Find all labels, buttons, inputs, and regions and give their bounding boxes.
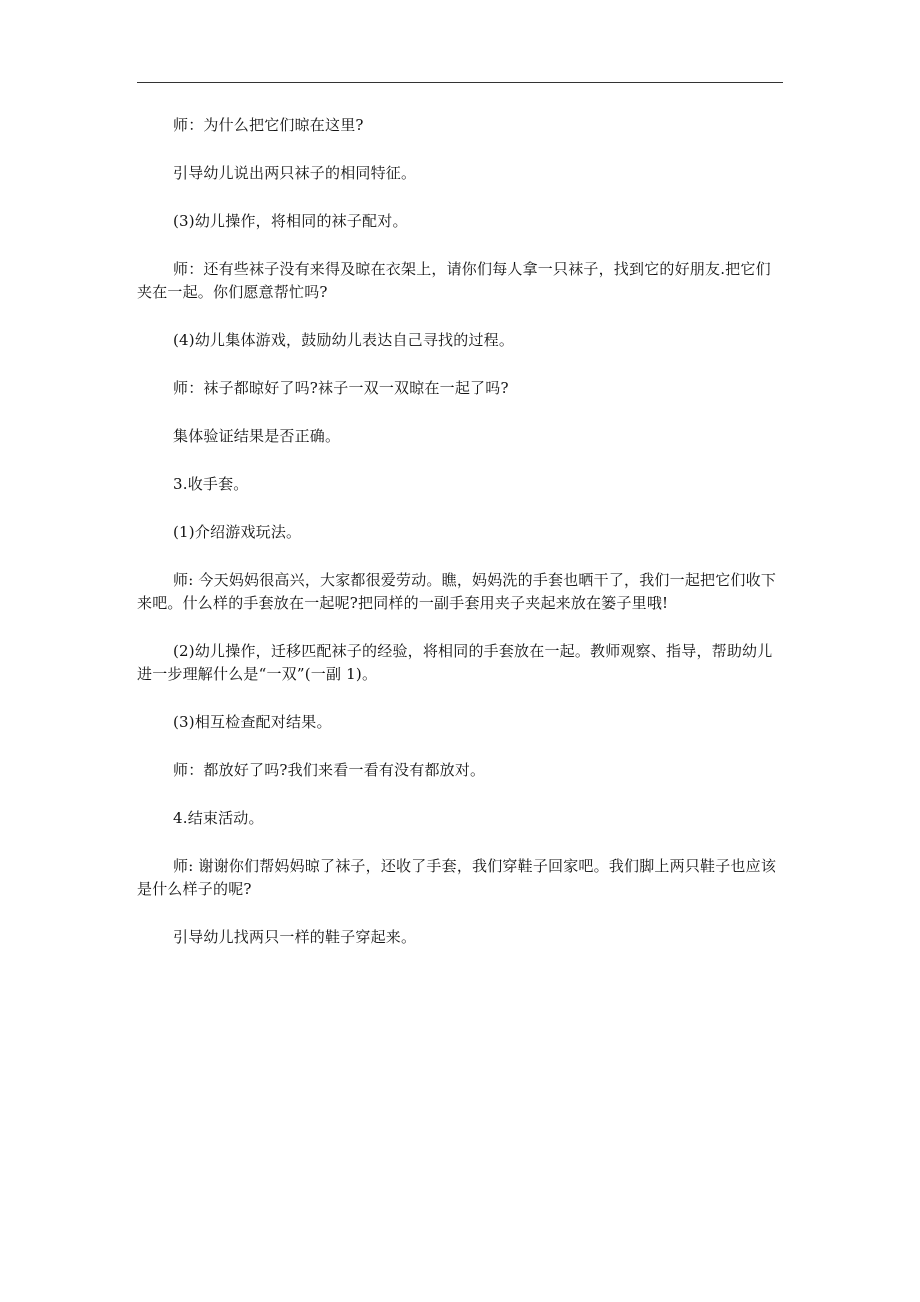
document-body	[137, 114, 783, 974]
paragraph: 师: 谢谢你们帮妈妈晾了袜子，还收了手套，我们穿鞋子回家吧。我们脚上两只鞋子也应该是什么样子的呢?	[137, 857, 777, 898]
paragraph: (3)幼儿操作，将相同的袜子配对。	[173, 212, 408, 230]
header-rule	[137, 82, 783, 83]
paragraph: (4)幼儿集体游戏，鼓励幼儿表达自己寻找的过程。	[173, 331, 515, 349]
paragraph: 引导幼儿找两只一样的鞋子穿起来。	[173, 928, 417, 946]
paragraph: 师：袜子都晾好了吗?袜子一双一双晾在一起了吗?	[173, 379, 509, 397]
section-heading: 3.收手套。	[173, 475, 249, 493]
paragraph: (2)幼儿操作，迁移匹配袜子的经验，将相同的手套放在一起。教师观察、指导，帮助幼儿进一步理解什么是“一双”(一副 1)。	[137, 642, 773, 683]
paragraph: 师: 今天妈妈很高兴，大家都很爱劳动。瞧，妈妈洗的手套也晒干了，我们一起把它们收下来吧。什么样的手套放在一起呢?把同样的一副手套用夹子夹起来放在篓子里哦!	[137, 571, 777, 612]
paragraph: 师：都放好了吗?我们来看一看有没有都放对。	[173, 761, 486, 779]
paragraph: 引导幼儿说出两只袜子的相同特征。	[173, 164, 417, 182]
paragraph: 集体验证结果是否正确。	[173, 427, 341, 445]
paragraph: 师：为什么把它们晾在这里?	[173, 116, 364, 134]
paragraph: (1)介绍游戏玩法。	[173, 523, 302, 541]
paragraph: (3)相互检查配对结果。	[173, 713, 332, 731]
section-heading: 4.结束活动。	[173, 809, 264, 827]
paragraph: 师：还有些袜子没有来得及晾在衣架上，请你们每人拿一只袜子，找到它的好朋友.把它们夹在一起。你们愿意帮忙吗?	[137, 260, 771, 301]
